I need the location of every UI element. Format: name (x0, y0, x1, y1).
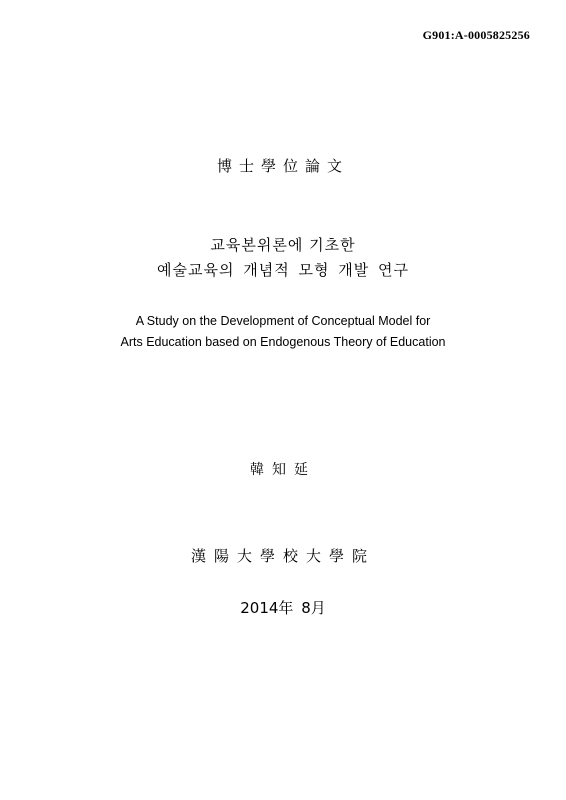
university-name: 漢陽大學校大學院 (190, 547, 375, 565)
korean-title-line-2: 예술교육의 개념적 모형 개발 연구 (157, 261, 409, 279)
document-id-code: G901:A-0005825256 (422, 28, 530, 42)
korean-title-line-1: 교육본위론에 기초한 (210, 236, 356, 254)
english-title-line-1: A Study on the Development of Conceptual Model for (135, 314, 431, 328)
english-title-line-2: Arts Education based on Endogenous Theory of Education (120, 335, 446, 349)
thesis-type-heading: 博士學位論文 (216, 157, 349, 175)
author-name: 韓知延 (250, 462, 316, 478)
submission-date: 2014年 8月 (240, 599, 326, 617)
